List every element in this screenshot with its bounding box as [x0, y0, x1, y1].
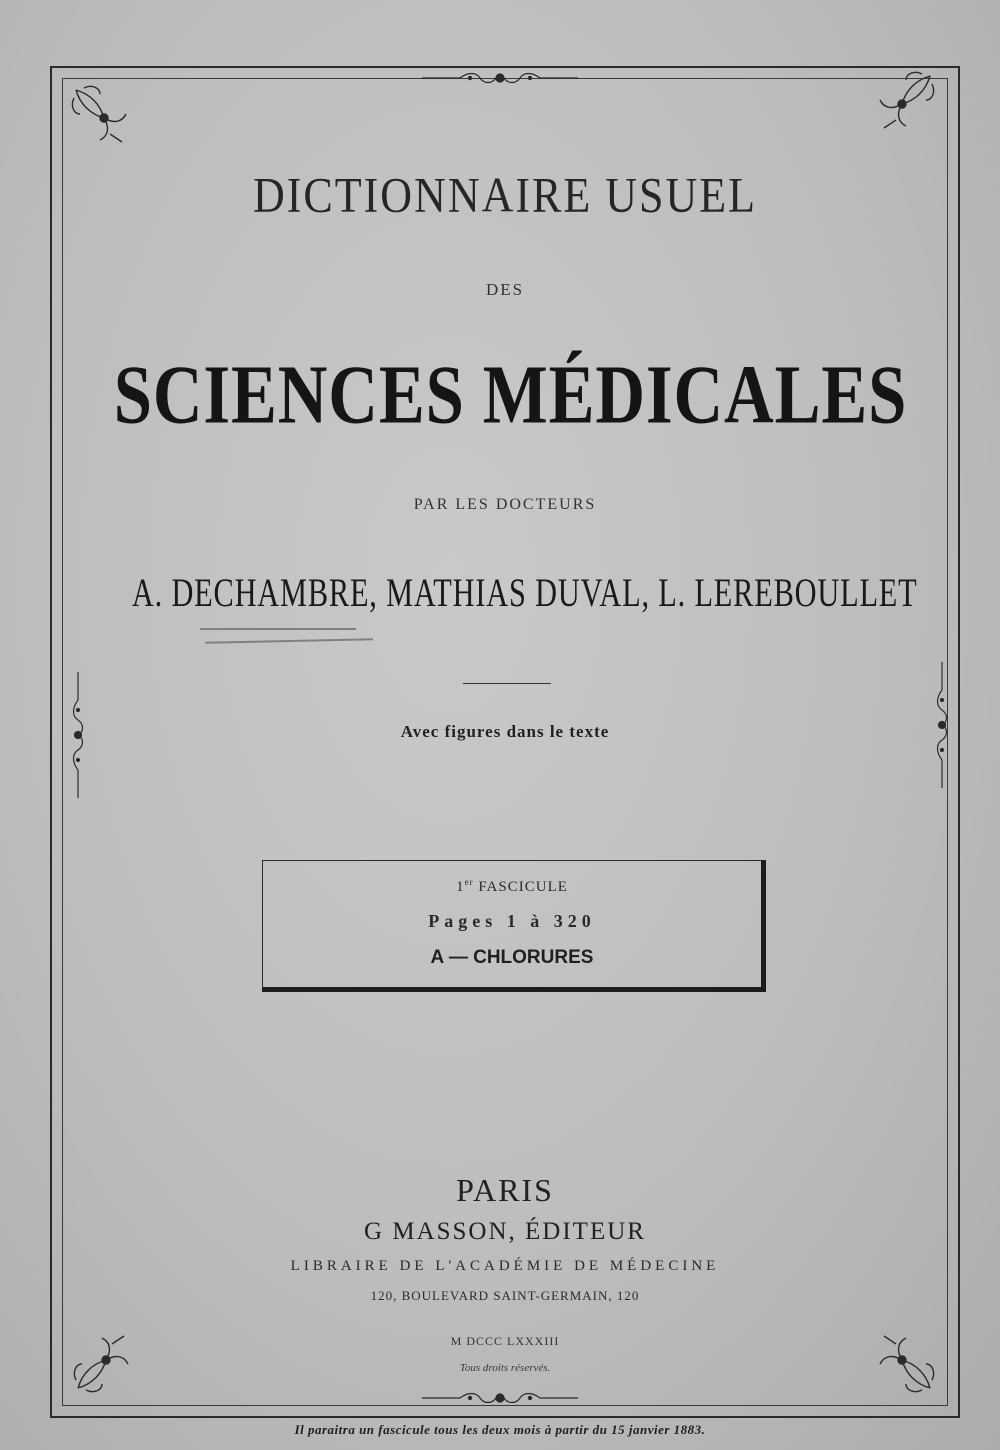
title-line-2: SCIENCES MÉDICALES [113, 348, 908, 442]
fleuron-corner-icon [70, 84, 134, 148]
imprint-year: M DCCC LXXXIII [450, 1334, 560, 1348]
imprint-rights: Tous droits réservés. [459, 1362, 551, 1374]
imprint-bookseller: LIBRAIRE DE L'ACADÉMIE DE MÉDECINE [290, 1258, 720, 1274]
footer-note: Il paraitra un fascicule tous les deux mois à partir du 15 janvier 1883. [294, 1422, 706, 1437]
fascicule-number-value: 1 [456, 879, 465, 895]
byline-intro: PAR LES DOCTEURS [413, 496, 597, 513]
imprint-address: 120, BOULEVARD SAINT-GERMAIN, 120 [370, 1288, 640, 1303]
fascicule-range: A — CHLORURES [430, 947, 594, 968]
title-connector: DES [485, 280, 525, 299]
fascicule-pages: Pages 1 à 320 [428, 911, 596, 931]
figures-note: Avec figures dans le texte [400, 722, 610, 741]
scroll-ornament-icon [420, 70, 580, 86]
imprint-publisher: G MASSON, ÉDITEUR [364, 1218, 646, 1245]
fascicule-label: FASCICULE [478, 879, 568, 895]
fascicule-number-suffix: er [464, 877, 474, 887]
pencil-underline-mark [200, 628, 356, 630]
fascicule-box [262, 860, 766, 992]
title-line-1: DICTIONNAIRE USUEL [252, 168, 758, 223]
fascicule-number [263, 877, 761, 896]
scroll-ornament-icon [420, 1390, 580, 1406]
fleuron-corner-icon [872, 70, 936, 134]
imprint-city: PARIS [456, 1172, 554, 1208]
authors-line: A. DECHAMBRE, MATHIAS DUVAL, L. LEREBOULLET [131, 570, 918, 617]
separator-rule [463, 683, 551, 684]
